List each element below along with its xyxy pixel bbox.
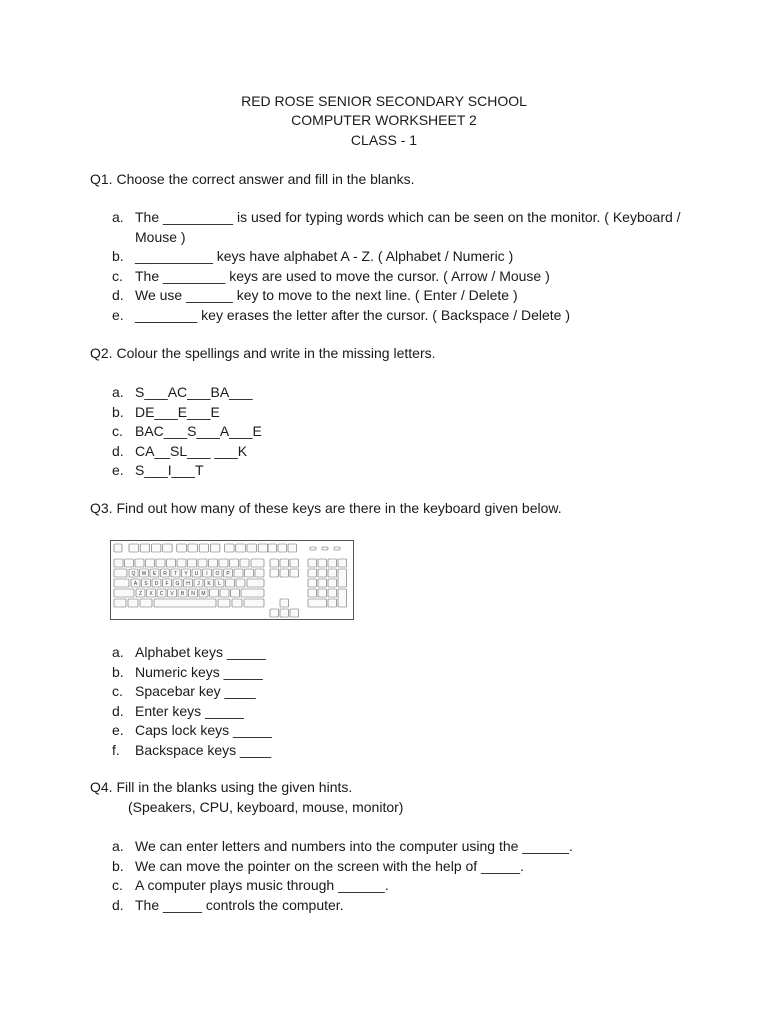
keyboard-letter: P [226,571,230,577]
keyboard-key [177,559,186,567]
list-item [112,208,692,247]
item-marker: f. [112,741,120,758]
keyboard-key [308,569,317,577]
keyboard-key [280,599,289,607]
list-item [112,876,692,896]
item-text: Enter keys _____ [135,702,244,719]
keyboard-key [280,559,289,567]
list-item [112,403,692,423]
keyboard-letter: U [194,571,199,577]
keyboard-key [199,544,209,552]
keyboard-key [318,589,327,597]
keyboard-key [251,559,264,567]
keyboard-key [188,544,198,552]
item-marker: a. [112,838,124,854]
keyboard-key [230,559,239,567]
q3-question: Q3. Find out how many of these keys are there in the keyboard given below. [90,500,562,516]
q2-list [112,383,692,481]
keyboard-key [334,547,340,550]
list-item [112,422,692,442]
keyboard-key [209,559,218,567]
keyboard-key [308,599,327,607]
item-marker: c. [112,877,123,893]
keyboard-key [241,589,264,597]
q4-question: Q4. Fill in the blanks using the given hints. [90,779,353,795]
item-text: Numeric keys _____ [135,663,263,680]
keyboard-key [244,599,264,607]
keyboard-key [114,544,122,552]
keyboard-key [177,544,187,552]
item-text: Backspace keys ____ [135,741,272,758]
keyboard-key [163,544,173,552]
keyboard-key [308,589,317,597]
keyboard-key [231,589,240,597]
item-marker: d. [112,702,124,719]
keyboard-key [245,569,254,577]
item-marker: c. [112,423,123,439]
keyboard-letter: K [207,581,211,587]
keyboard-key [128,599,138,607]
keyboard-key [114,559,123,567]
list-item [112,442,692,462]
keyboard-letter: Y [184,571,188,577]
keyboard-letter: F [165,581,169,587]
item-marker: e. [112,722,124,738]
keyboard-letter: A [133,581,138,587]
item-marker: c. [112,683,123,699]
item-marker: a. [112,384,124,400]
list-item [112,682,692,702]
keyboard-key [236,544,246,552]
keyboard-key [210,544,220,552]
item-text: Spacebar key ____ [135,683,256,699]
item-marker: a. [112,644,124,660]
keyboard-key [154,599,216,607]
item-text: S___AC___BA___ [135,384,253,400]
list-item [112,383,692,403]
list-item [112,721,692,741]
item-marker: e. [112,462,124,478]
list-item [112,741,692,761]
item-text: BAC___S___A___E [135,423,262,439]
keyboard-letter: G [175,581,180,587]
keyboard-letter: D [154,581,159,587]
worksheet-title: COMPUTER WORKSHEET 2 [291,112,477,128]
keyboard-key [156,559,165,567]
keyboard-key [114,569,127,577]
keyboard-key [232,599,242,607]
keyboard-key [318,569,327,577]
keyboard-key [226,579,235,587]
keyboard-key [280,569,289,577]
keyboard-letter: Q [131,571,136,577]
keyboard-key [270,569,279,577]
keyboard-key [280,609,289,617]
keyboard-letter: M [201,591,206,597]
item-text: Caps lock keys _____ [135,722,272,738]
keyboard-key [322,547,328,550]
list-item [112,896,692,916]
keyboard-letter: N [191,591,195,597]
item-text: We can move the pointer on the screen with the help of _____. [135,857,524,874]
keyboard-key [328,569,337,577]
item-text: We use ______ key to move to the next line. ( Enter / Delete ) [135,287,518,303]
item-text: DE___E___E [135,403,220,420]
keyboard-key [338,559,347,567]
keyboard-key [268,544,277,552]
q2-question: Q2. Colour the spellings and write in the missing letters. [90,345,436,361]
keyboard-key [225,544,235,552]
q4-list [112,837,692,915]
item-text: CA__SL___ ___K [135,442,248,459]
keyboard-letter: V [170,591,174,597]
keyboard-key [135,559,144,567]
list-item [112,837,692,857]
list-item [112,267,692,287]
item-marker: a. [112,209,124,225]
keyboard-key [308,579,317,587]
keyboard-letter: B [180,591,185,597]
keyboard-key [290,559,299,567]
item-text: We can enter letters and numbers into the computer using the ______. [135,838,573,854]
list-item [112,702,692,722]
keyboard-key [255,569,264,577]
item-text: Alphabet keys _____ [135,644,266,660]
keyboard-letter: L [218,581,221,587]
item-marker: b. [112,663,124,680]
keyboard-key [288,544,297,552]
keyboard-letter: H [186,581,190,587]
item-text: The _________ is used for typing words which can be seen on the monitor. ( Keyboard / Mouse ) [135,209,681,245]
keyboard-key [210,589,219,597]
class-label: CLASS - 1 [350,132,418,148]
keyboard-key [290,609,299,617]
q3-list [112,643,692,760]
keyboard-key [220,589,229,597]
keyboard-key [146,559,155,567]
item-text: __________ keys have alphabet A - Z. ( Alphabet / Numeric ) [135,248,514,264]
list-item [112,663,692,683]
keyboard-illustration [110,540,354,620]
keyboard-key [129,544,139,552]
keyboard-key [114,589,134,597]
keyboard-key [151,544,161,552]
keyboard-letter: T [173,571,178,577]
list-item [112,857,692,877]
keyboard-key [198,559,207,567]
keyboard-key [328,599,337,607]
keyboard-letter: E [152,571,157,577]
keyboard-letter: Z [138,591,143,597]
q4-hint: (Speakers, CPU, keyboard, mouse, monitor) [128,799,404,815]
list-item [112,461,692,481]
item-marker: d. [112,442,124,459]
keyboard-key [140,544,150,552]
keyboard-key [338,569,347,587]
keyboard-letter: R [163,571,167,577]
keyboard-key [125,559,134,567]
keyboard-key [328,559,337,567]
item-marker: b. [112,248,124,264]
keyboard-key [114,579,129,587]
item-marker: e. [112,306,124,323]
keyboard-letter: W [141,571,147,577]
item-marker: d. [112,287,124,303]
keyboard-key [247,544,257,552]
keyboard-letter: I [206,571,208,577]
keyboard-letter: S [144,581,148,587]
keyboard-key [338,589,347,607]
keyboard-key [247,579,264,587]
keyboard-key [270,559,279,567]
keyboard-key [290,569,299,577]
q1-question: Q1. Choose the correct answer and fill in the blanks. [90,171,415,187]
keyboard-key [278,544,287,552]
keyboard-key [236,579,245,587]
keyboard-key [318,559,327,567]
item-marker: b. [112,403,124,420]
item-marker: d. [112,896,124,913]
keyboard-key [270,609,279,617]
keyboard-letter: J [197,581,200,587]
school-name: RED ROSE SENIOR SECONDARY SCHOOL [241,93,527,109]
item-text: S___I___T [135,462,204,478]
keyboard-letter: O [215,571,220,577]
keyboard-key [240,559,249,567]
keyboard-key [318,579,327,587]
keyboard-key [328,589,337,597]
keyboard-letter: C [159,591,164,597]
keyboard-letter: X [149,591,153,597]
item-marker: c. [112,267,123,284]
keyboard-key [167,559,176,567]
keyboard-key [218,599,230,607]
list-item [112,286,692,306]
keyboard-key [114,599,126,607]
keyboard-key [328,579,337,587]
list-item [112,643,692,663]
item-text: The _____ controls the computer. [135,896,344,913]
list-item [112,306,692,326]
item-text: ________ key erases the letter after the cursor. ( Backspace / Delete ) [135,306,571,323]
keyboard-key [310,547,316,550]
keyboard-key [188,559,197,567]
list-item [112,247,692,267]
item-text: A computer plays music through ______. [135,877,389,893]
keyboard-key [308,559,317,567]
item-marker: b. [112,857,124,874]
keyboard-key [219,559,228,567]
keyboard-key [140,599,152,607]
q1-list [112,208,692,325]
keyboard-key [234,569,243,577]
keyboard-key [258,544,268,552]
item-text: The ________ keys are used to move the cursor. ( Arrow / Mouse ) [135,267,550,284]
